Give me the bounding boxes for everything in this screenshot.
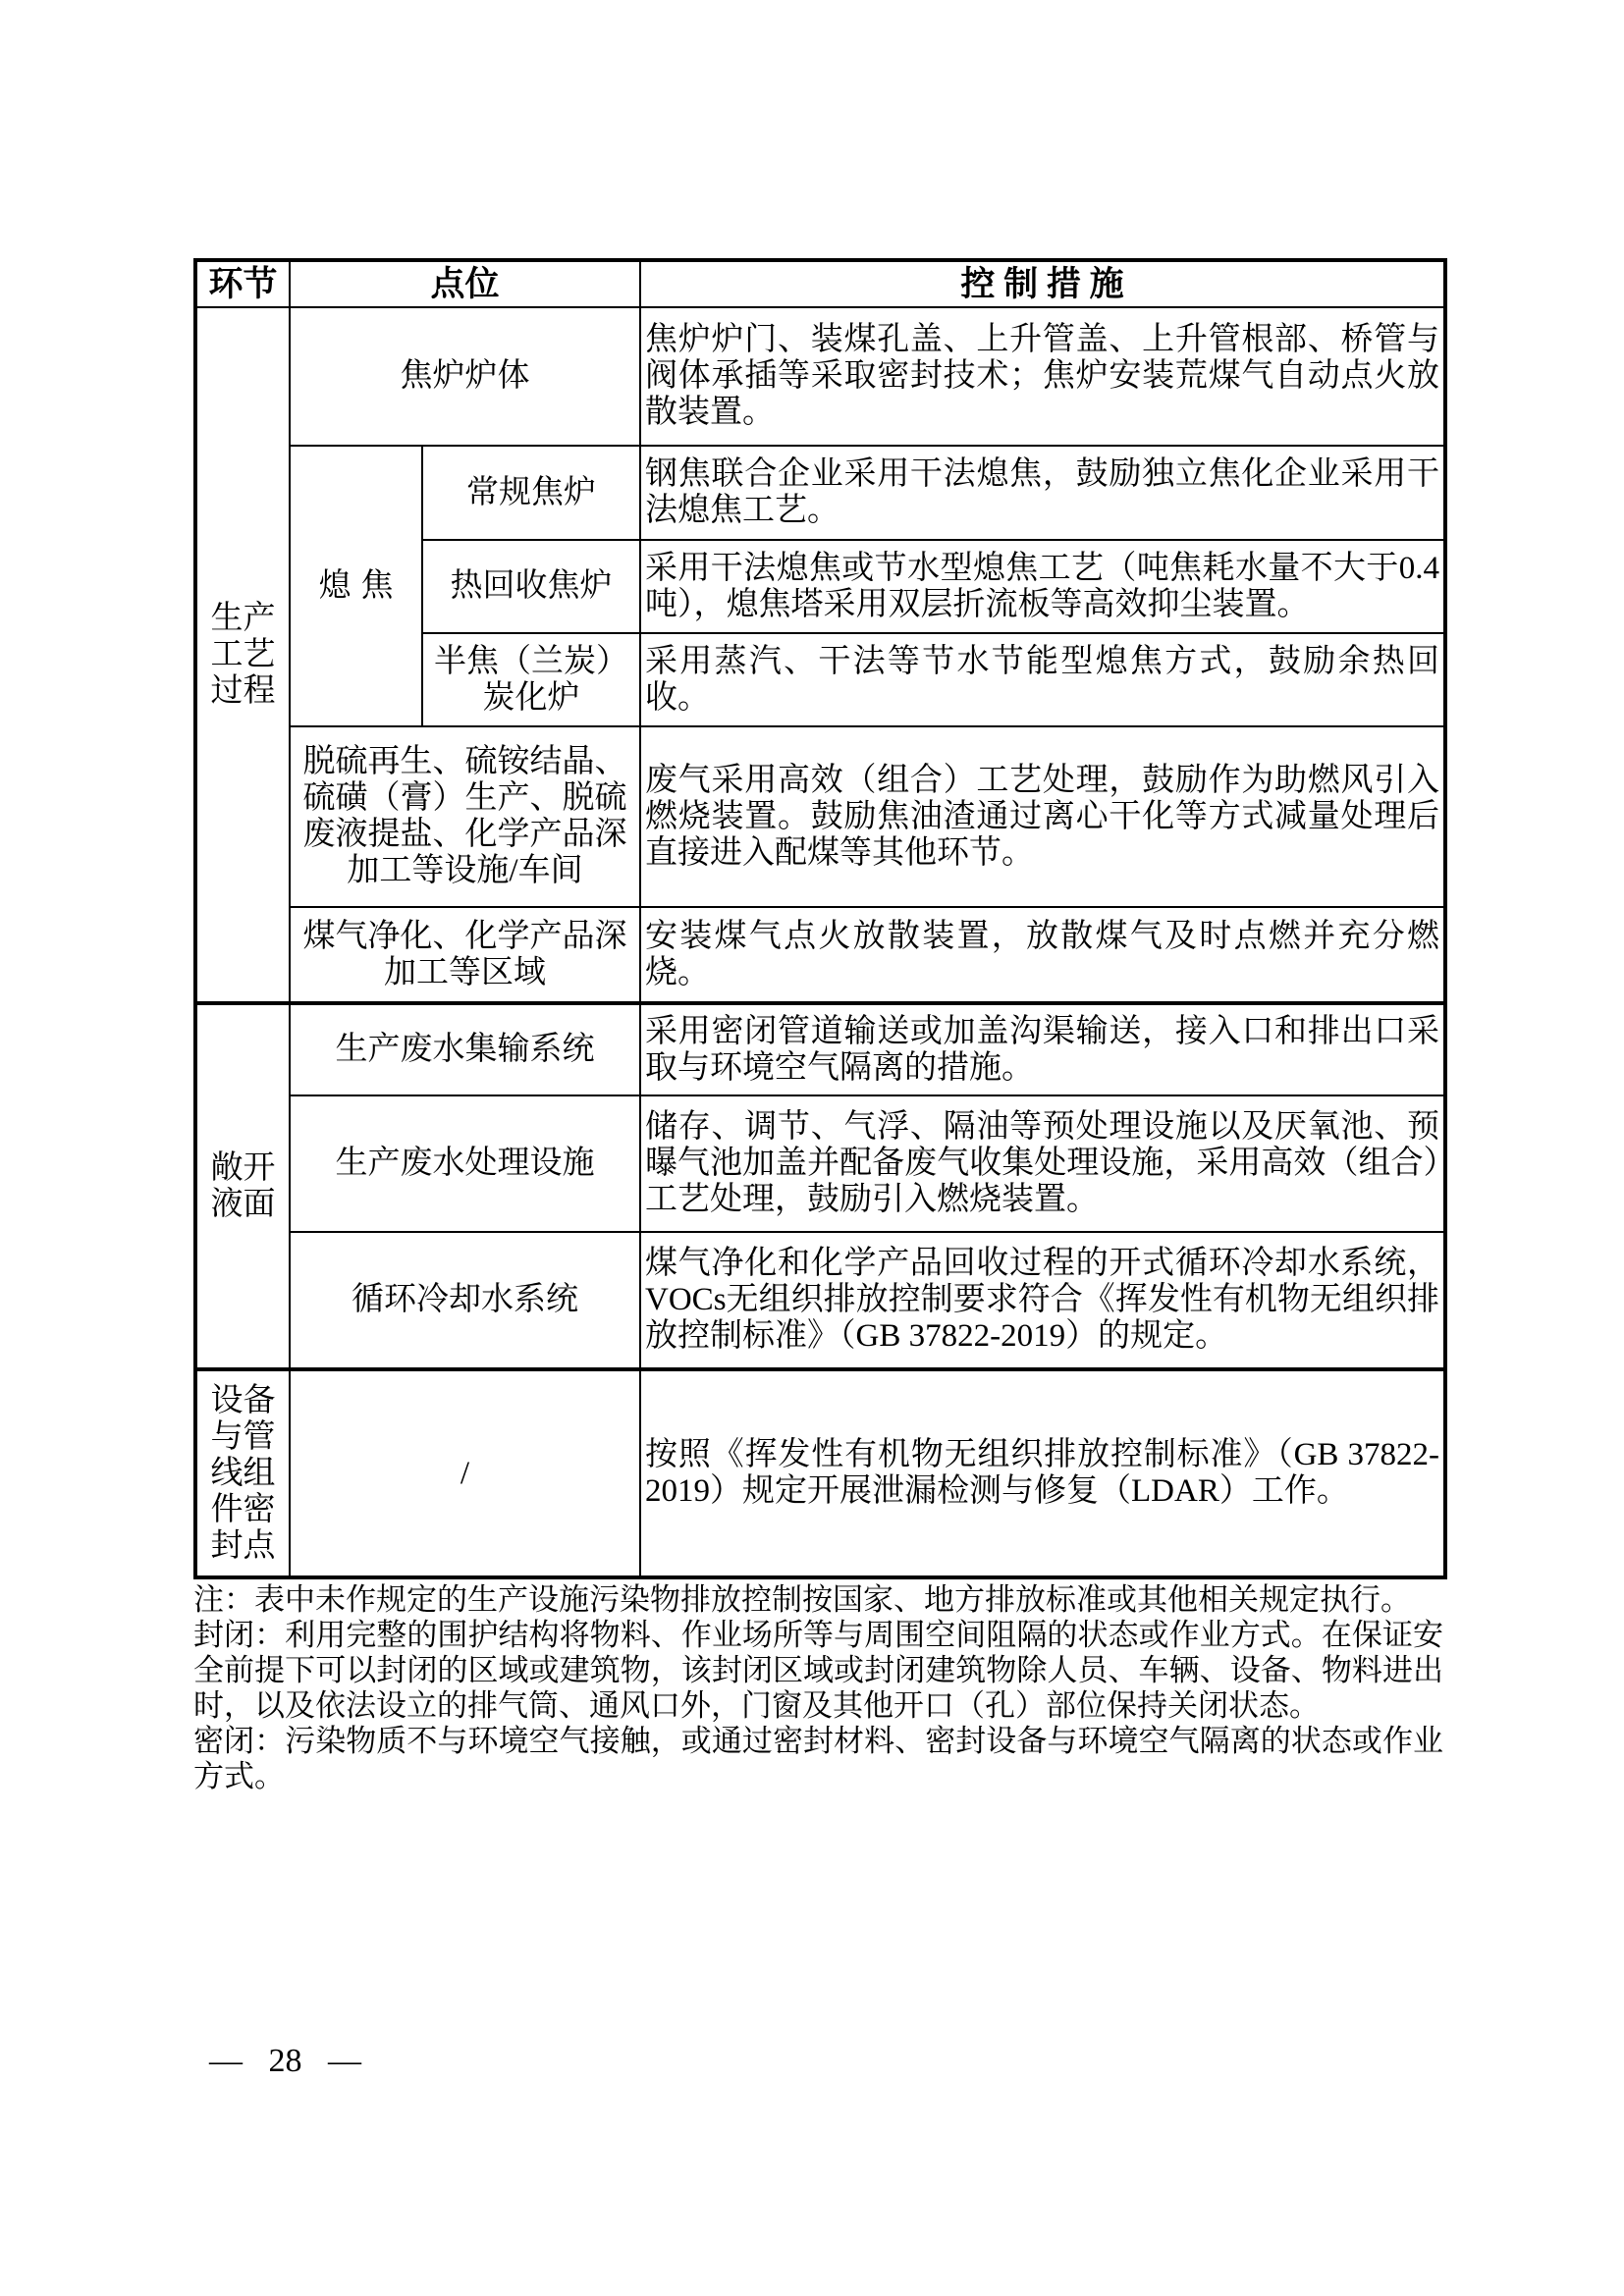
- cell-measure-coke-oven-body: 焦炉炉门、装煤孔盖、上升管盖、上升管根部、桥管与阀体承插等采取密封技术；焦炉安装荒煤气自动点火放散装置。: [640, 307, 1445, 446]
- cell-point-circulating-cooling-water-system: 循环冷却水系统: [290, 1232, 640, 1369]
- table-header-row: [195, 260, 1445, 307]
- table-row-coke-oven-body: [195, 307, 1445, 446]
- cell-point-heat-recovery-coke-oven: 热回收焦炉: [422, 540, 640, 633]
- table-row-equipment-seal-points: [195, 1369, 1445, 1577]
- page-number: — 28 —: [209, 2043, 361, 2079]
- cell-point-desulfurization-facilities: 脱硫再生、硫铵结晶、硫磺（膏）生产、脱硫废液提盐、化学产品深加工等设施/车间: [290, 726, 640, 907]
- table-row-wastewater-collection-system: [195, 1003, 1445, 1095]
- cell-measure-desulfurization-facilities: 废气采用高效（组合）工艺处理，鼓励作为助燃风引入燃烧装置。鼓励焦油渣通过离心干化等方式减量处理后直接进入配煤等其他环节。: [640, 726, 1445, 907]
- cell-point-coke-oven-body: 焦炉炉体: [290, 307, 640, 446]
- cell-measure-conventional-coke-oven: 钢焦联合企业采用干法熄焦，鼓励独立焦化企业采用干法熄焦工艺。: [640, 446, 1445, 540]
- note-enclosed-definition: 封闭：利用完整的围护结构将物料、作业场所等与周围空间阻隔的状态或作业方式。在保证安全前提下可以封闭的区域或建筑物，该封闭区域或封闭建筑物除人员、车辆、设备、物料进出时，以及依法设立的排气筒、通风口外，门窗及其他开口（孔）部位保持关闭状态。: [193, 1618, 1443, 1723]
- cell-stage-open-liquid-surface: 敞开液面: [195, 1003, 290, 1369]
- cell-stage-production-process: 生产工艺过程: [195, 307, 290, 1003]
- cell-measure-semi-coke-carbonization-furnace: 采用蒸汽、干法等节水节能型熄焦方式，鼓励余热回收。: [640, 633, 1445, 726]
- cell-point-gas-purification-area: 煤气净化、化学产品深加工等区域: [290, 907, 640, 1003]
- note-sealed-definition: 密闭：污染物质不与环境空气接触，或通过密封材料、密封设备与环境空气隔离的状态或作业方式。: [193, 1724, 1443, 1793]
- cell-point-equipment-seal-points: /: [290, 1369, 640, 1577]
- cell-measure-equipment-seal-points: 按照《挥发性有机物无组织排放控制标准》（GB 37822-2019）规定开展泄漏检测与修复（LDAR）工作。: [640, 1369, 1445, 1577]
- table-row-conventional-coke-oven: [195, 446, 1445, 540]
- header-measures: 控 制 措 施: [640, 260, 1445, 307]
- cell-measure-wastewater-collection-system: 采用密闭管道输送或加盖沟渠输送，接入口和排出口采取与环境空气隔离的措施。: [640, 1003, 1445, 1095]
- cell-measure-circulating-cooling-water-system: 煤气净化和化学产品回收过程的开式循环冷却水系统，VOCs无组织排放控制要求符合《挥发性有机物无组织排放控制标准》（GB 37822-2019）的规定。: [640, 1232, 1445, 1369]
- cell-stage-equipment-seal-points: 设备与管线组件密封点: [195, 1369, 290, 1577]
- table-row-wastewater-treatment-facilities: [195, 1095, 1445, 1232]
- cell-point-semi-coke-carbonization-furnace: 半焦（兰炭）炭化炉: [422, 633, 640, 726]
- cell-measure-wastewater-treatment-facilities: 储存、调节、气浮、隔油等预处理设施以及厌氧池、预曝气池加盖并配备废气收集处理设施，采用高效（组合）工艺处理，鼓励引入燃烧装置。: [640, 1095, 1445, 1232]
- cell-measure-gas-purification-area: 安装煤气点火放散装置，放散煤气及时点燃并充分燃烧。: [640, 907, 1445, 1003]
- control-measures-table: [193, 258, 1447, 1579]
- cell-point-wastewater-treatment-facilities: 生产废水处理设施: [290, 1095, 640, 1232]
- cell-point-conventional-coke-oven: 常规焦炉: [422, 446, 640, 540]
- cell-stage-quenching: 熄焦: [290, 446, 422, 726]
- header-stage: 环节: [195, 260, 290, 307]
- note-general: 注：表中未作规定的生产设施污染物排放控制按国家、地方排放标准或其他相关规定执行。: [193, 1582, 1411, 1617]
- table-row-circulating-cooling-water-system: [195, 1232, 1445, 1369]
- table-row-desulfurization-facilities: [195, 726, 1445, 907]
- table-row-gas-purification-area: [195, 907, 1445, 1003]
- cell-measure-heat-recovery-coke-oven: 采用干法熄焦或节水型熄焦工艺（吨焦耗水量不大于0.4吨），熄焦塔采用双层折流板等高效抑尘装置。: [640, 540, 1445, 633]
- cell-point-wastewater-collection-system: 生产废水集输系统: [290, 1003, 640, 1095]
- header-point: 点位: [290, 260, 640, 307]
- table-notes: [193, 1582, 1443, 1794]
